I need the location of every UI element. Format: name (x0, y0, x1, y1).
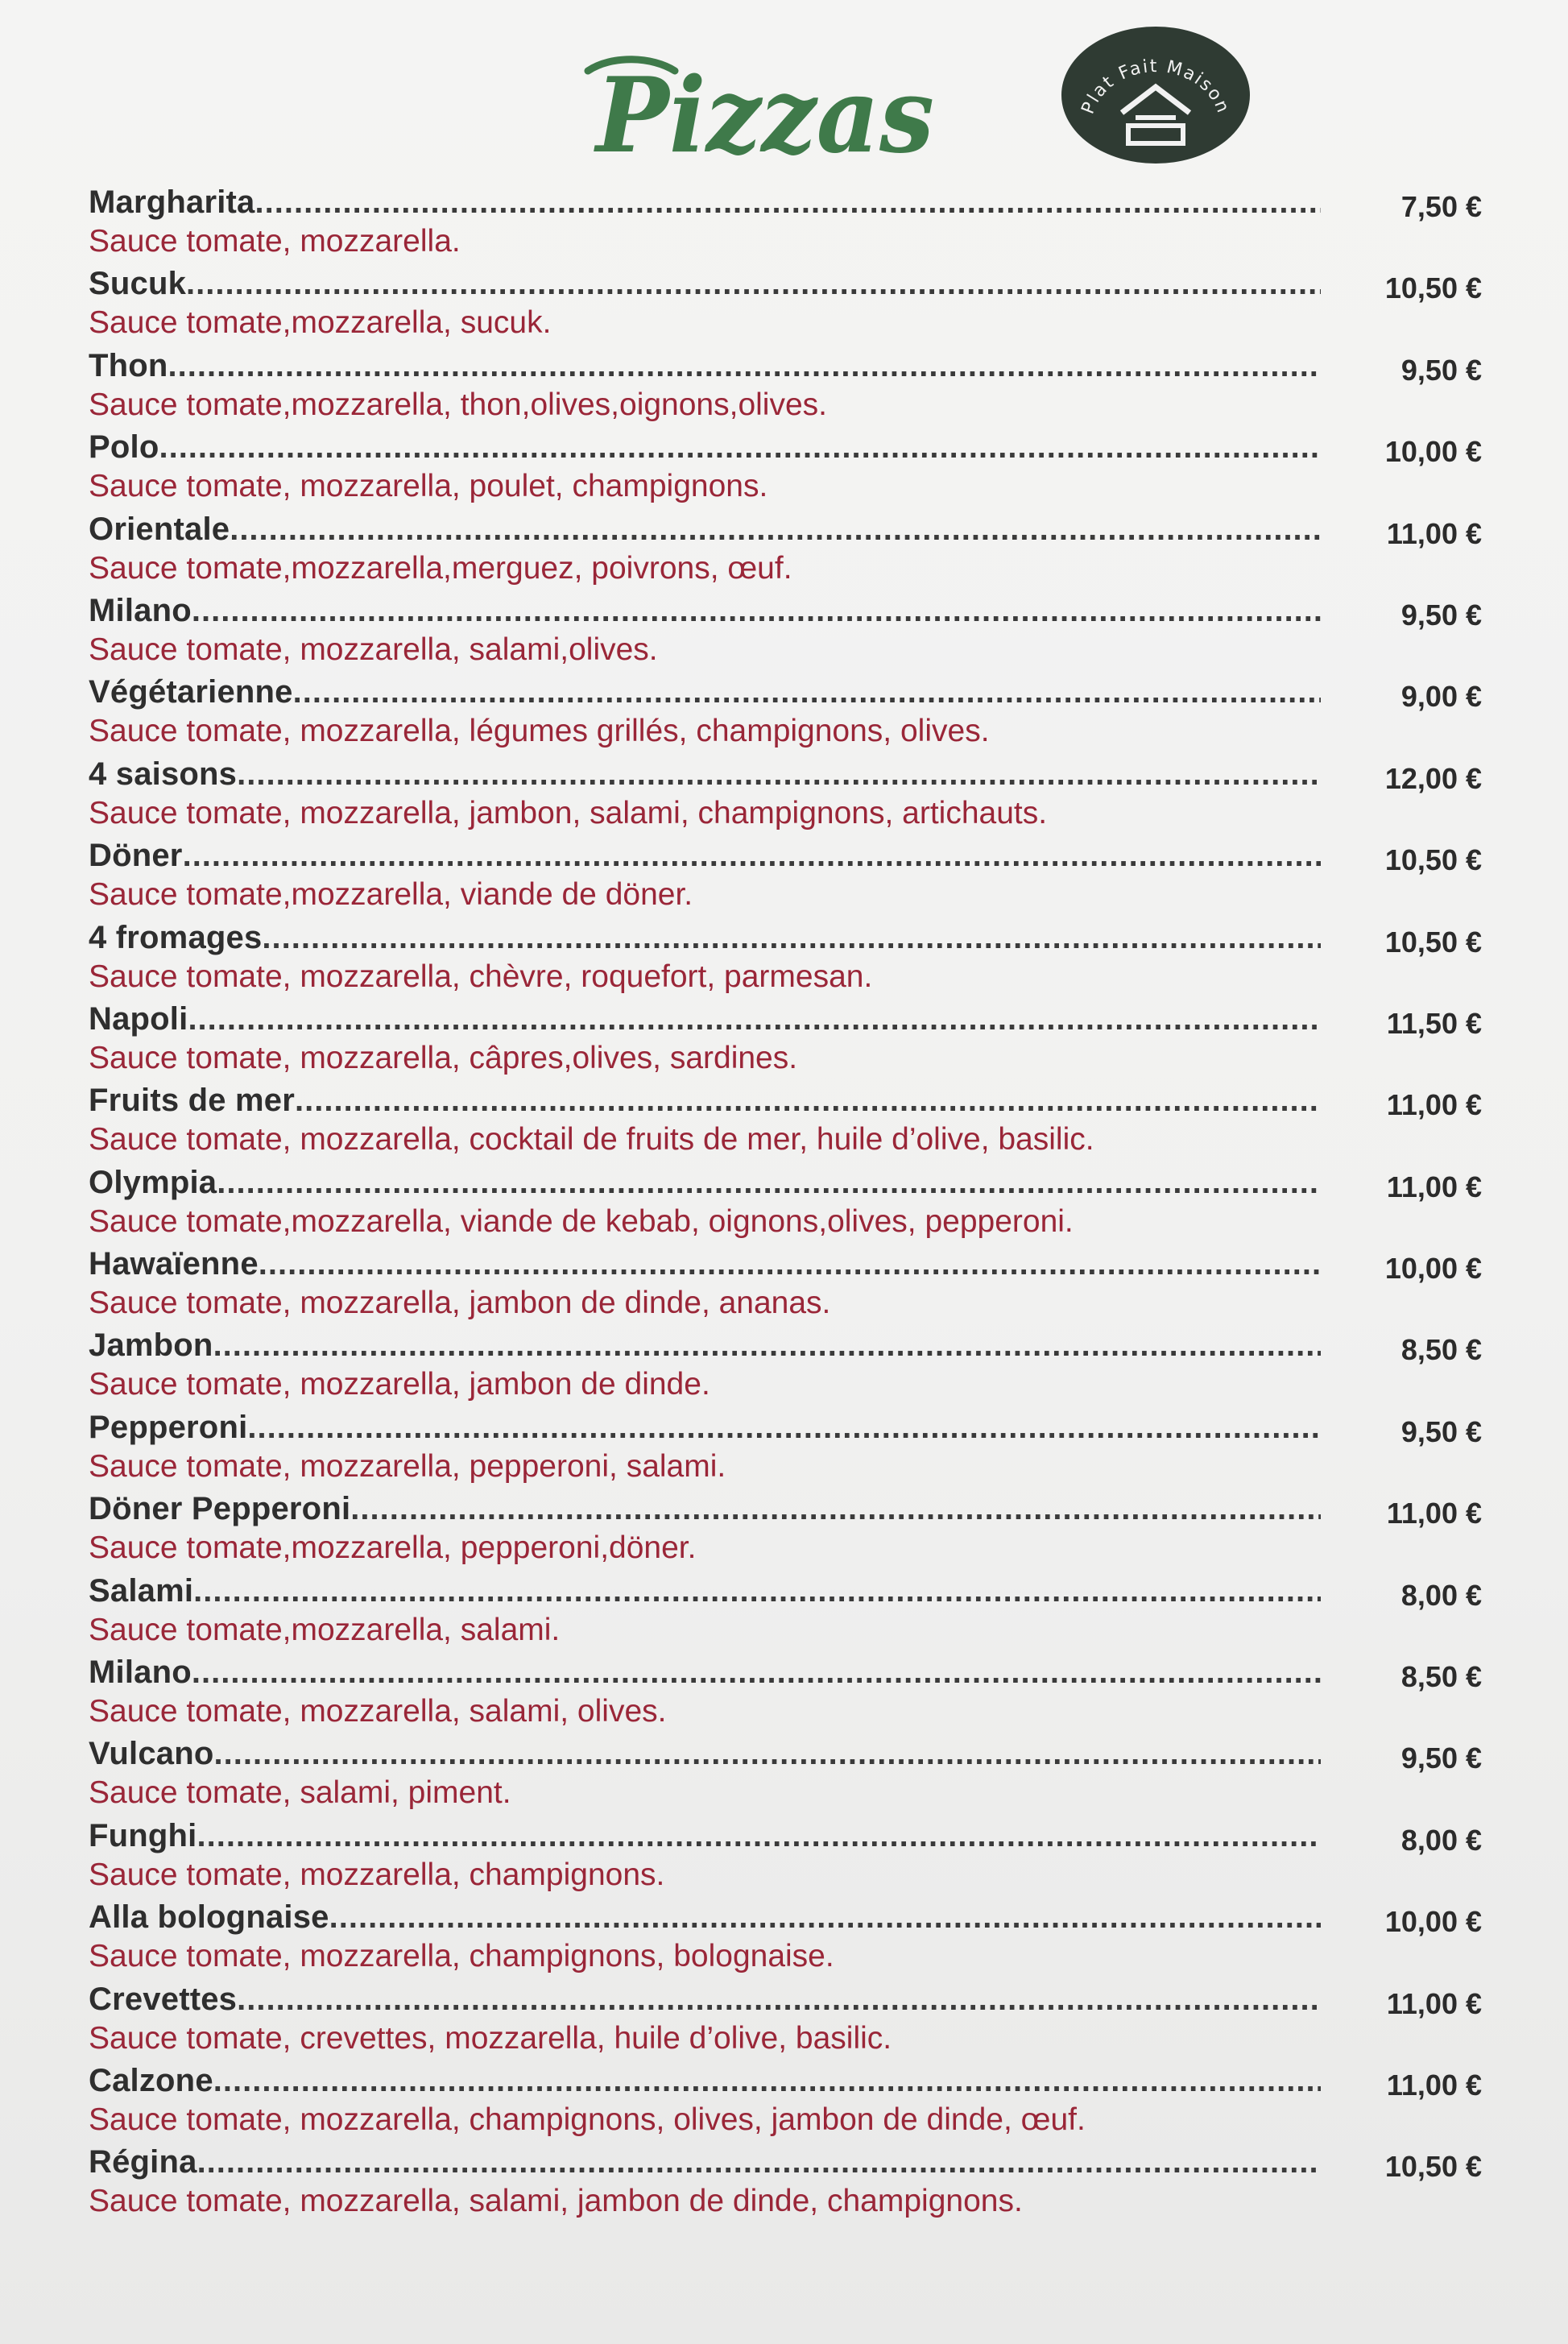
item-name: 4 saisons (89, 756, 238, 792)
item-price: 8,00 € (1400, 1578, 1482, 1612)
item-price: 11,00 € (1386, 1986, 1482, 2020)
dot-leader (247, 1407, 1321, 1447)
item-description: Sauce tomate, mozzarella, jambon de dinde. (89, 1367, 710, 1402)
item-name: 4 fromages (89, 919, 263, 955)
item-price: 9,50 € (1400, 1414, 1482, 1448)
item-description: Sauce tomate, mozzarella, salami, jambon de dinde, champignons. (89, 2184, 1023, 2219)
pizzas-script-title (580, 32, 950, 185)
menu-item (89, 182, 1506, 263)
menu-item (89, 672, 1506, 753)
item-price: 9,00 € (1400, 680, 1482, 714)
item-price: 10,00 € (1384, 435, 1482, 469)
dot-leader (295, 1080, 1321, 1120)
item-price: 8,00 € (1400, 1823, 1482, 1857)
item-price: 10,50 € (1384, 271, 1482, 305)
item-price: 9,50 € (1400, 353, 1482, 387)
item-price: 7,50 € (1400, 190, 1482, 223)
item-name-line (89, 182, 1321, 222)
item-description: Sauce tomate, mozzarella, chèvre, roquefort, parmesan. (89, 959, 873, 994)
menu-item (89, 1571, 1506, 1652)
item-description: Sauce tomate, mozzarella, cocktail de fruits de mer, huile d’olive, basilic. (89, 1122, 1094, 1158)
dot-leader (168, 346, 1321, 386)
item-name-line (89, 509, 1321, 549)
menu-item (89, 346, 1506, 427)
item-name: Fruits de mer (89, 1083, 295, 1119)
item-name: Margharita (89, 184, 255, 220)
menu-item (89, 509, 1506, 590)
item-name: Végétarienne (89, 674, 293, 710)
item-price: 12,00 € (1384, 761, 1482, 795)
dot-leader (186, 263, 1321, 304)
item-name: Calzone (89, 2062, 213, 2098)
menu-item (89, 1162, 1506, 1244)
dot-leader (159, 427, 1321, 467)
item-price: 11,00 € (1386, 1170, 1482, 1203)
item-name-line (89, 1080, 1321, 1120)
dot-leader (192, 1652, 1321, 1692)
item-price: 8,50 € (1400, 1333, 1482, 1367)
dot-leader (183, 835, 1321, 876)
item-price: 9,50 € (1400, 598, 1482, 632)
menu-item (89, 427, 1506, 508)
item-description: Sauce tomate, mozzarella, pepperoni, salami. (89, 1448, 726, 1484)
item-name-line (89, 835, 1321, 876)
item-name-line (89, 1979, 1321, 2019)
item-name-line (89, 1733, 1321, 1774)
item-name-line (89, 1816, 1321, 1856)
item-name-line (89, 2142, 1321, 2182)
menu-item (89, 1816, 1506, 1897)
item-price: 11,00 € (1386, 2068, 1482, 2102)
menu-item (89, 2142, 1506, 2223)
dot-leader (217, 1162, 1321, 1203)
pizza-menu-list (89, 182, 1506, 2224)
item-price: 11,00 € (1386, 516, 1482, 550)
item-description: Sauce tomate, mozzarella, salami, olives. (89, 1694, 667, 1729)
item-name-line (89, 672, 1321, 712)
dot-leader (259, 1244, 1321, 1284)
fait-maison-badge (1059, 24, 1252, 165)
item-name-line (89, 1325, 1321, 1365)
item-name-line (89, 1162, 1321, 1203)
item-name: Milano (89, 1654, 192, 1691)
menu-item (89, 263, 1506, 345)
item-name: Milano (89, 592, 192, 628)
item-description: Sauce tomate,mozzarella, viande de döner. (89, 877, 693, 913)
menu-item (89, 1407, 1506, 1489)
item-name-line (89, 590, 1321, 631)
item-name-line (89, 1407, 1321, 1447)
item-name: Döner (89, 838, 183, 874)
item-description: Sauce tomate, mozzarella, champignons, bolognaise. (89, 1939, 834, 1974)
dot-leader (237, 754, 1321, 794)
item-description: Sauce tomate, mozzarella, champignons. (89, 1857, 665, 1892)
item-description: Sauce tomate, mozzarella, champignons, olives, jambon de dinde, œuf. (89, 2102, 1086, 2137)
menu-item (89, 1080, 1506, 1162)
menu-item (89, 1244, 1506, 1325)
item-name-line (89, 754, 1321, 794)
item-name: Pepperoni (89, 1409, 248, 1445)
item-price: 10,50 € (1384, 2150, 1482, 2184)
item-name: Napoli (89, 1000, 188, 1037)
item-description: Sauce tomate, mozzarella, poulet, champignons. (89, 469, 768, 504)
dot-leader (293, 672, 1321, 712)
item-name: Régina (89, 2144, 197, 2180)
dot-leader (213, 1325, 1321, 1365)
dot-leader (262, 917, 1321, 958)
item-name-line (89, 999, 1321, 1039)
dot-leader (197, 2142, 1321, 2182)
dot-leader (237, 1979, 1321, 2019)
item-name: Olympia (89, 1164, 217, 1200)
badge-label: Plat Fait Maison (1078, 56, 1234, 118)
item-description: Sauce tomate,mozzarella, thon,olives,oignons,olives. (89, 387, 827, 422)
title-text: Pizzas (594, 56, 934, 176)
item-price: 10,00 € (1384, 1252, 1482, 1286)
menu-item (89, 590, 1506, 672)
dot-leader (255, 182, 1322, 222)
item-price: 8,50 € (1400, 1660, 1482, 1694)
item-name: Salami (89, 1572, 194, 1609)
dot-leader (192, 590, 1321, 631)
menu-item (89, 1325, 1506, 1406)
item-name-line (89, 263, 1321, 304)
item-description: Sauce tomate, mozzarella, légumes grillés, champignons, olives. (89, 714, 990, 749)
dot-leader (230, 509, 1321, 549)
item-description: Sauce tomate,mozzarella, pepperoni,döner. (89, 1530, 697, 1566)
menu-item (89, 917, 1506, 999)
menu-item (89, 1652, 1506, 1733)
dot-leader (193, 1571, 1321, 1611)
item-description: Sauce tomate, mozzarella. (89, 224, 461, 259)
item-name-line (89, 2060, 1321, 2101)
item-price: 9,50 € (1400, 1741, 1482, 1775)
item-name: Thon (89, 347, 168, 383)
house-logo-icon (1059, 24, 1252, 165)
item-name: Polo (89, 429, 159, 466)
menu-item (89, 1489, 1506, 1570)
item-description: Sauce tomate, salami, piment. (89, 1775, 511, 1811)
menu-item (89, 999, 1506, 1080)
item-name: Orientale (89, 511, 230, 547)
dot-leader (197, 1816, 1321, 1856)
item-name: Alla bolognaise (89, 1899, 329, 1936)
item-description: Sauce tomate, mozzarella, jambon, salami, champignons, artichauts. (89, 795, 1048, 830)
dot-leader (350, 1489, 1321, 1529)
item-name-line (89, 917, 1321, 958)
item-name: Jambon (89, 1327, 213, 1364)
item-price: 10,00 € (1384, 1905, 1482, 1939)
menu-item (89, 2060, 1506, 2142)
item-description: Sauce tomate, mozzarella, salami,olives. (89, 632, 658, 667)
item-description: Sauce tomate, mozzarella, câpres,olives, sardines. (89, 1040, 798, 1075)
item-name-line (89, 346, 1321, 386)
item-price: 10,50 € (1384, 925, 1482, 959)
item-description: Sauce tomate,mozzarella, viande de kebab, oignons,olives, pepperoni. (89, 1203, 1074, 1239)
item-name: Döner Pepperoni (89, 1491, 351, 1527)
menu-item (89, 1979, 1506, 2060)
item-price: 10,50 € (1384, 843, 1482, 877)
menu-item (89, 1897, 1506, 1978)
item-name: Vulcano (89, 1736, 214, 1772)
item-name: Crevettes (89, 1981, 238, 2017)
item-description: Sauce tomate, crevettes, mozzarella, huile d’olive, basilic. (89, 2020, 892, 2056)
item-price: 11,00 € (1386, 1497, 1482, 1530)
menu-item (89, 835, 1506, 917)
item-price: 11,00 € (1386, 1088, 1482, 1122)
item-description: Sauce tomate,mozzarella,merguez, poivrons, œuf. (89, 550, 792, 586)
item-name-line (89, 1897, 1321, 1937)
menu-item (89, 1733, 1506, 1815)
item-description: Sauce tomate,mozzarella, sucuk. (89, 305, 552, 341)
dot-leader (188, 999, 1321, 1039)
item-name: Hawaïenne (89, 1246, 259, 1282)
item-name-line (89, 427, 1321, 467)
item-description: Sauce tomate, mozzarella, jambon de dinde, ananas. (89, 1286, 831, 1321)
menu-item (89, 754, 1506, 835)
dot-leader (214, 1733, 1321, 1774)
item-name-line (89, 1571, 1321, 1611)
dot-leader (329, 1897, 1321, 1937)
item-name: Funghi (89, 1817, 197, 1853)
item-price: 11,50 € (1386, 1006, 1482, 1040)
item-description: Sauce tomate,mozzarella, salami. (89, 1612, 561, 1647)
dot-leader (213, 2060, 1321, 2101)
item-name-line (89, 1489, 1321, 1529)
page-title (580, 32, 950, 185)
item-name-line (89, 1244, 1321, 1284)
item-name-line (89, 1652, 1321, 1692)
item-name: Sucuk (89, 266, 187, 302)
